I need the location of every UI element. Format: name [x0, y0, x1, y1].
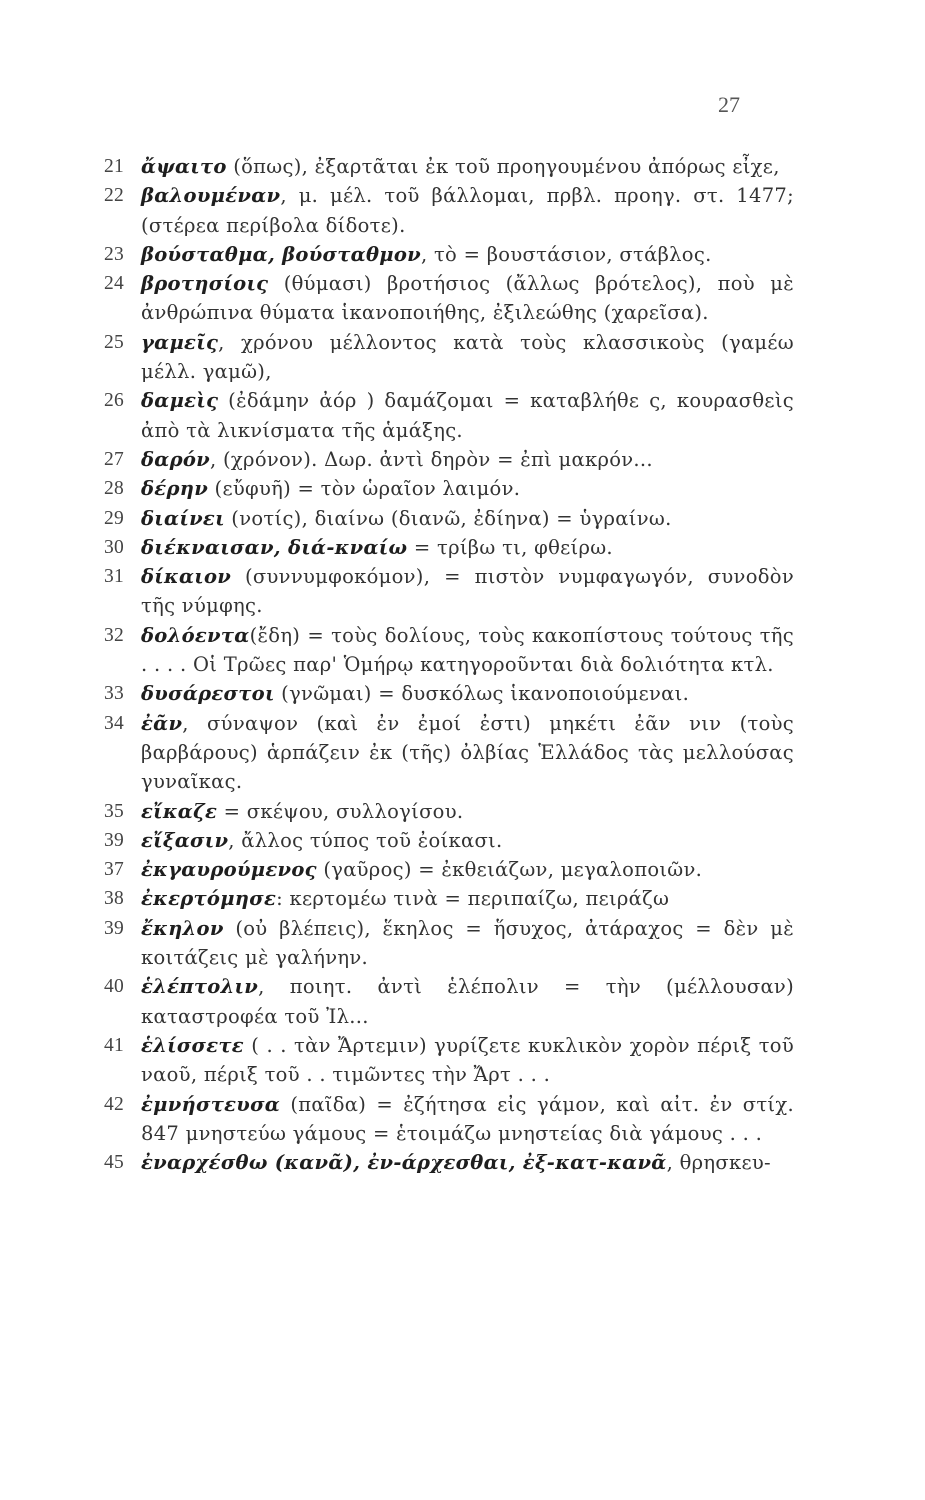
lemma: εἴκαζε	[141, 799, 218, 823]
glossary-entry	[104, 328, 794, 387]
line-number: 41	[104, 1034, 125, 1056]
gloss: (γαῦρος) = ἐκθειάζων, μεγαλοποιῶν.	[316, 858, 703, 882]
lemma: ἐμνήστευσα	[141, 1092, 281, 1116]
lemma: ἐᾶν	[141, 711, 183, 735]
line-number: 35	[104, 800, 125, 822]
gloss: ( . . τὰν Ἄρτεμιν) γυρίζετε κυκλικὸν χορὸν πέριξ τοῦ ναοῦ, πέριξ τοῦ . . τιμῶντες τὴν Ἄρτ . . .	[141, 1033, 794, 1087]
glossary-entry	[104, 826, 794, 855]
lemma: δαρόν	[141, 447, 211, 471]
gloss: (εὔφυῆ) = τὸν ὡραῖον λαιμόν.	[208, 477, 521, 501]
page-number: 27	[718, 92, 740, 117]
line-number: 31	[104, 566, 125, 588]
line-number: 26	[104, 390, 125, 412]
glossary-entry	[104, 474, 794, 503]
gloss: = τρίβω τι, φθείρω.	[407, 535, 613, 559]
line-number: 42	[104, 1093, 125, 1115]
line-number: 21	[104, 156, 125, 177]
glossary-entry	[104, 1031, 794, 1090]
line-number: 34	[104, 712, 125, 734]
line-number: 23	[104, 243, 125, 265]
glossary-entry	[104, 533, 794, 562]
lemma: ἐκερτόμησε	[141, 887, 277, 911]
lemma: εἴξασιν	[141, 828, 229, 852]
glossary-entry	[104, 972, 794, 1031]
lemma: ἔκηλον	[141, 916, 224, 940]
line-number: 32	[104, 624, 125, 646]
gloss: : κερτομέω τινὰ = περιπαίζω, πειράζω	[276, 887, 670, 911]
lemma: δέρην	[141, 477, 209, 501]
line-number: 38	[104, 888, 125, 910]
line-number: 25	[104, 331, 125, 353]
gloss: , (χρόνον). Δωρ. ἀντὶ δηρὸν = ἐπὶ μακρόν...	[210, 447, 653, 471]
lemma: δολόεντα	[141, 623, 250, 647]
line-number: 39	[104, 829, 125, 851]
gloss: (νοτίς), διαίνω (διανῶ, ἐδίηνα) = ὑγραίνω.	[224, 506, 672, 530]
glossary-entry	[104, 679, 794, 708]
lemma: ἐκγαυρούμενος	[141, 858, 317, 882]
glossary-entry	[104, 797, 794, 826]
lemma: γαμεῖς	[141, 330, 219, 354]
glossary-list	[104, 152, 794, 1177]
lemma: διέκναισαν, διά-κναίω	[141, 535, 408, 559]
line-number: 37	[104, 859, 125, 881]
gloss: (ὅπως), ἐξαρτᾶται ἐκ τοῦ προηγουμένου ἀπόρως εἶχε,	[226, 155, 780, 178]
line-number: 27	[104, 448, 125, 470]
glossary-entry	[104, 562, 794, 621]
lemma: δυσάρεστοι	[141, 682, 275, 706]
gloss: (παῖδα) = ἐζήτησα εἰς γάμον, καὶ αἰτ. ἐν στίχ. 847 μνηστεύω γάμους = ἑτοιμάζω μνηστείας διὰ γάμους . . .	[141, 1092, 794, 1145]
gloss: (ἐδάμην ἀόρ ) δαμάζομαι = καταβλήθε ς, κουρασθεὶς ἀπὸ τὰ λικνίσματα τῆς ἁμάξης.	[141, 389, 794, 442]
gloss: (οὐ βλέπεις), ἕκηλος = ἥσυχος, ἀτάραχος = δὲν μὲ κοιτάζεις μὲ γαλήνην.	[141, 916, 794, 970]
lemma: βροτησίοις	[141, 272, 269, 296]
line-number: 29	[104, 507, 125, 529]
glossary-entry	[104, 1148, 794, 1177]
line-number: 24	[104, 273, 125, 295]
line-number: 39	[104, 917, 125, 939]
gloss: , θρησκευ-	[666, 1151, 771, 1175]
gloss: (ἔδη) = τοὺς δολίους, τοὺς κακοπίστους τούτους τῆς . . . . Οἱ Τρῶες παρ' Ὁμήρῳ κατηγοροῦνται διὰ δολιότητα κτλ.	[141, 623, 794, 677]
lemma: βαλουμέναν	[141, 184, 281, 208]
glossary-entry	[104, 240, 794, 269]
gloss: (θύμασι) βροτήσιος (ἄλλως βρότελος), ποὺ μὲ ἀνθρώπινα θύματα ἱκανοποιήθης, ἐξιλεώθης (χαρεῖσα).	[141, 272, 794, 325]
glossary-entry	[104, 1090, 794, 1149]
lemma: δαμεὶς	[141, 389, 219, 413]
glossary-entry	[104, 884, 794, 913]
glossary-entry	[104, 855, 794, 884]
line-number: 22	[104, 185, 125, 207]
gloss: , ποιητ. ἀντὶ ἑλέπολιν = τὴν (μέλλουσαν) καταστροφέα τοῦ Ἰλ...	[141, 975, 794, 1028]
gloss: , χρόνου μέλλοντος κατὰ τοὺς κλασσικοὺς (γαμέω μέλλ. γαμῶ),	[141, 330, 794, 384]
glossary-entry	[104, 181, 794, 240]
lemma: βούσταθμα, βούσταθμον	[141, 242, 421, 266]
lemma: ἐναρχέσθω (κανᾶ), ἐν-άρχεσθαι, ἐξ-κατ-κανᾶ	[141, 1151, 667, 1175]
glossary-entry	[104, 504, 794, 533]
gloss: = σκέψου, συλλογίσου.	[217, 799, 464, 823]
line-number: 30	[104, 536, 125, 558]
glossary-entry	[104, 709, 794, 797]
glossary-entry	[104, 269, 794, 328]
line-number: 45	[104, 1152, 125, 1174]
gloss: , μ. μέλ. τοῦ βάλλομαι, πρβλ. προηγ. στ. 1477; (στέρεα περίβολα δίδοτε).	[141, 184, 794, 237]
gloss: (συννυμφοκόμον), = πιστὸν νυμφαγωγόν, συνοδὸν τῆς νύμφης.	[141, 565, 794, 618]
gloss: (γνῶμαι) = δυσκόλως ἱκανοποιούμεναι.	[274, 682, 690, 706]
lemma: ἑλέπτολιν	[141, 975, 259, 999]
lemma: δίκαιον	[141, 565, 232, 589]
line-number: 40	[104, 976, 125, 998]
gloss: , ἄλλος τύπος τοῦ ἐοίκασι.	[228, 828, 503, 852]
gloss: , σύναψον (καὶ ἐν ἐμοί ἐστι) μηκέτι ἐᾶν νιν (τοὺς βαρβάρους) ἁρπάζειν ἐκ (τῆς) ὀλβίας Ἑλλάδος τὰς μελλούσας γυναῖκας.	[141, 711, 794, 794]
glossary-entry	[104, 386, 794, 445]
glossary-entry	[104, 621, 794, 680]
glossary-entry	[104, 445, 794, 474]
line-number: 33	[104, 683, 125, 705]
line-number: 28	[104, 478, 125, 500]
lemma: ἄψαιτο	[141, 155, 227, 178]
lemma: ἑλίσσετε	[141, 1033, 244, 1057]
glossary-entry	[104, 152, 794, 181]
gloss: , τὸ = βουστάσιον, στάβλος.	[420, 242, 712, 266]
lemma: διαίνει	[141, 506, 225, 530]
glossary-entry	[104, 914, 794, 973]
